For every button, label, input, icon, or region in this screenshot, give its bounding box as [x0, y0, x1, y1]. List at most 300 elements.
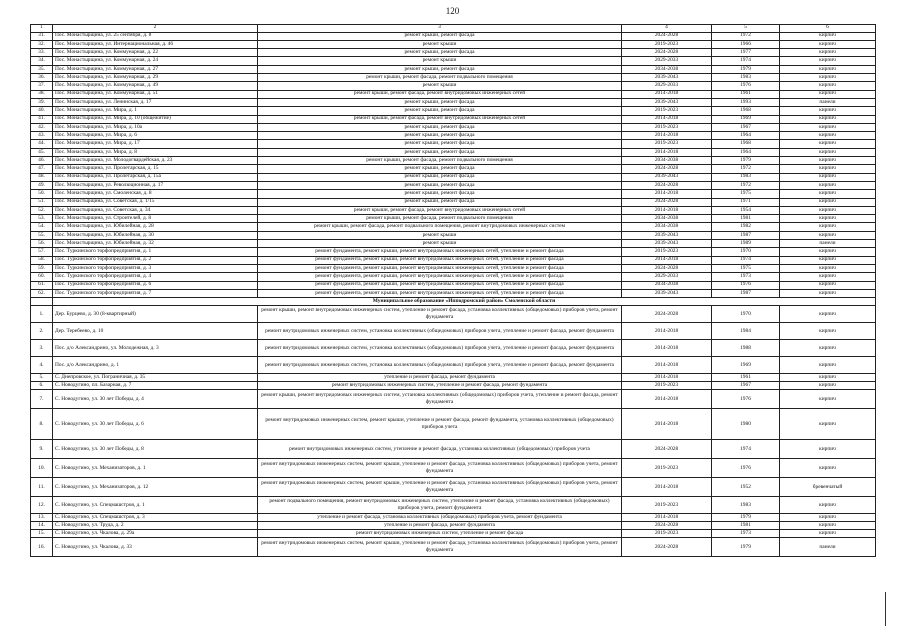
row-number: 4. — [31, 357, 53, 374]
works-cell: ремонт внутридомовых инженерных систем, ремонт крыши, утепление и ремонт фасада, установка коллективных (общедомовых) приборов учета, ремонт фундамента — [258, 459, 622, 478]
table-row — [31, 32, 876, 40]
works-cell: ремонт внутридомовых инженерных систем, установка коллективных (общедомовых) приборов учета, утепление и ремонт фасада, ремонт фундамента — [258, 323, 622, 340]
address-cell: Пос. Туркинского торфопредприятия, д. 6 — [53, 281, 258, 289]
table-row — [31, 256, 876, 264]
works-cell: ремонт крыши, ремонт фасада, ремонт внутридомовых инженерных сетей — [258, 206, 622, 214]
works-cell: ремонт фундамента, ремонт крыши, ремонт внутридомовых инженерных сетей, утепление и ремонт фасада — [258, 248, 622, 256]
scan-edge-mark — [885, 592, 886, 626]
table-body — [31, 25, 876, 557]
year-cell: 1987 — [712, 289, 780, 297]
row-number: 53. — [31, 215, 53, 223]
works-cell: ремонт внутридомовых инженерных систем, ремонт крыши, утепление и ремонт фасада, установка коллективных (общедомовых) приборов учета, ремонт фундамента — [258, 478, 622, 497]
works-cell: ремонт крыши, ремонт фасада, ремонт подвального помещения — [258, 215, 622, 223]
table-row — [31, 357, 876, 374]
address-cell: С. Новодугино, ул. Чкалова, д. 29а — [53, 530, 258, 538]
header-cell: 3 — [258, 25, 622, 33]
year-cell: 1970 — [712, 306, 780, 323]
table-row — [31, 115, 876, 123]
year-cell: 1975 — [712, 190, 780, 198]
address-cell: Пос. Монастырщина, ул. Советская, д. 34 — [53, 206, 258, 214]
year-cell: 1993 — [712, 98, 780, 106]
year-cell: 1968 — [712, 107, 780, 115]
material-cell: панели — [780, 538, 876, 557]
row-number: 37. — [31, 82, 53, 90]
year-cell: 1966 — [712, 40, 780, 48]
address-cell: С. Новодугино, ул. Чкалова, д. 33 — [53, 538, 258, 557]
year-cell: 1976 — [712, 281, 780, 289]
table-row — [31, 522, 876, 530]
period-cell: 2024-2028 — [622, 198, 712, 206]
material-cell: кирпич — [780, 90, 876, 98]
year-cell: 1952 — [712, 478, 780, 497]
period-cell: 2019-2023 — [622, 140, 712, 148]
address-cell: Пос. Монастырщина, ул. 25 сентября, д. 8 — [53, 32, 258, 40]
year-cell: 1983 — [712, 497, 780, 514]
row-number: 5. — [31, 374, 53, 382]
material-cell: кирпич — [780, 264, 876, 272]
row-number: 40. — [31, 107, 53, 115]
row-number: 60. — [31, 273, 53, 281]
table-row — [31, 190, 876, 198]
material-cell: кирпич — [780, 440, 876, 459]
works-cell: ремонт крыши, ремонт фасада, ремонт внутридомовых инженерных сетей — [258, 90, 622, 98]
period-cell: 2039-2043 — [622, 98, 712, 106]
address-cell: С. Новодугино, пл. Базарная, д. 7 — [53, 382, 258, 390]
year-cell: 1981 — [712, 215, 780, 223]
material-cell: кирпич — [780, 190, 876, 198]
material-cell: бревенчатый — [780, 478, 876, 497]
works-cell: ремонт крыши, ремонт фасада — [258, 190, 622, 198]
period-cell: 2019-2023 — [622, 382, 712, 390]
table-row — [31, 65, 876, 73]
address-cell: С. Новодугино, ул. 30 лет Победы, д. 4 — [53, 390, 258, 409]
year-cell: 1972 — [712, 181, 780, 189]
material-cell: панели — [780, 240, 876, 248]
year-cell: 1975 — [712, 264, 780, 272]
table-row — [31, 340, 876, 357]
year-cell: 1967 — [712, 123, 780, 131]
table-row — [31, 181, 876, 189]
table-row — [31, 57, 876, 65]
material-cell: кирпич — [780, 107, 876, 115]
period-cell: 2014-2018 — [622, 132, 712, 140]
table-row — [31, 530, 876, 538]
material-cell: кирпич — [780, 132, 876, 140]
works-cell: ремонт крыши, ремонт фасада, ремонт подвального помещения, ремонт внутридомовых инженерных систем — [258, 223, 622, 231]
year-cell: 1974 — [712, 440, 780, 459]
address-cell: Дер. Теребеево, д. 10 — [53, 323, 258, 340]
period-cell: 2024-2028 — [622, 165, 712, 173]
period-cell: 2014-2018 — [622, 190, 712, 198]
address-cell: Пос. Монастырщина, ул. Юбилейная, д. 30 — [53, 231, 258, 239]
period-cell: 2039-2043 — [622, 231, 712, 239]
header-cell: 2 — [53, 25, 258, 33]
period-cell: 2039-2043 — [622, 74, 712, 82]
works-cell: ремонт фундамента, ремонт крыши, ремонт внутридомовых инженерных сетей, утепление и ремонт фасада — [258, 273, 622, 281]
period-cell: 2034-2038 — [622, 65, 712, 73]
period-cell: 2019-2023 — [622, 40, 712, 48]
works-cell: ремонт крыши, ремонт внутридомовых инженерных систем, установка коллективных (общедомовых) приборов учета, утепление и ремонт фасада, ремонт фундамента — [258, 390, 622, 409]
period-cell: 2014-2018 — [622, 323, 712, 340]
year-cell: 1954 — [712, 206, 780, 214]
row-number: 8. — [31, 409, 53, 440]
year-cell: 1984 — [712, 323, 780, 340]
material-cell: кирпич — [780, 340, 876, 357]
address-cell: Пос. Туркинского торфопредприятия, д. 7 — [53, 289, 258, 297]
row-number: 61. — [31, 281, 53, 289]
material-cell: кирпич — [780, 390, 876, 409]
row-number: 57. — [31, 248, 53, 256]
row-number: 44. — [31, 140, 53, 148]
period-cell: 2014-2018 — [622, 256, 712, 264]
address-cell: С. Новодугино, ул. 30 лет Победы, д. 8 — [53, 440, 258, 459]
material-cell: кирпич — [780, 281, 876, 289]
material-cell: кирпич — [780, 65, 876, 73]
period-cell: 2019-2023 — [622, 497, 712, 514]
year-cell: 1973 — [712, 273, 780, 281]
year-cell: 1981 — [712, 522, 780, 530]
row-number: 48. — [31, 173, 53, 181]
address-cell: Пос. Монастырщина, ул. Коммунарная, д. 51 — [53, 90, 258, 98]
material-cell: кирпич — [780, 323, 876, 340]
table-row — [31, 49, 876, 57]
works-cell: ремонт крыши, ремонт фасада — [258, 123, 622, 131]
row-number: 13. — [31, 514, 53, 522]
works-cell: ремонт подвального помещения, ремонт внутридомовых инженерных систем, утепление и ремонт фасада, установка коллективных (общедомовых) приборов учета, ремонт фундамента — [258, 497, 622, 514]
period-cell: 2014-2018 — [622, 115, 712, 123]
period-cell: 2024-2028 — [622, 440, 712, 459]
year-cell: 1988 — [712, 340, 780, 357]
works-cell: ремонт крыши, ремонт фасада, ремонт подвального помещения — [258, 157, 622, 165]
works-cell: ремонт внутридомовых инженерных систем, утепление и ремонт фасада — [258, 530, 622, 538]
row-number: 42. — [31, 123, 53, 131]
works-cell: ремонт крыши, ремонт фасада — [258, 32, 622, 40]
header-cell: 6 — [780, 25, 876, 33]
table-row — [31, 248, 876, 256]
address-cell: Пос. Монастырщина, ул. Коммунарная, д. 49 — [53, 82, 258, 90]
period-cell: 2024-2028 — [622, 181, 712, 189]
period-cell: 2019-2023 — [622, 530, 712, 538]
works-cell: ремонт внутридомовых инженерных систем, установка коллективных (общедомовых) приборов учета, утепление и ремонт фасада, ремонт фундамента — [258, 340, 622, 357]
table-row — [31, 82, 876, 90]
works-cell: ремонт фундамента, ремонт крыши, ремонт внутридомовых инженерных сетей, утепление и ремонт фасада — [258, 256, 622, 264]
row-number: 3. — [31, 340, 53, 357]
works-cell: ремонт крыши, ремонт фасада — [258, 198, 622, 206]
table-row — [31, 40, 876, 48]
works-cell: ремонт крыши, ремонт фасада — [258, 132, 622, 140]
header-cell: 5 — [712, 25, 780, 33]
row-number: 11. — [31, 478, 53, 497]
year-cell: 1976 — [712, 390, 780, 409]
period-cell: 2024-2028 — [622, 32, 712, 40]
table-row — [31, 132, 876, 140]
address-cell: С. Новодугино, ул. Спецмашстроя, д. 1 — [53, 497, 258, 514]
year-cell: 1989 — [712, 240, 780, 248]
row-number: 51. — [31, 198, 53, 206]
material-cell: кирпич — [780, 256, 876, 264]
header-cell: 1 — [31, 25, 53, 33]
works-cell: ремонт крыши, ремонт фасада — [258, 65, 622, 73]
table-row — [31, 514, 876, 522]
material-cell: кирпич — [780, 181, 876, 189]
table-row — [31, 140, 876, 148]
material-cell: кирпич — [780, 148, 876, 156]
material-cell: кирпич — [780, 140, 876, 148]
table-row — [31, 123, 876, 131]
page-number: 120 — [445, 6, 460, 16]
table-row — [31, 478, 876, 497]
material-cell: кирпич — [780, 82, 876, 90]
address-cell: Пос. Туркинского торфопредприятия, д. 4 — [53, 273, 258, 281]
address-cell: Пос. Монастырщина, ул. Коммунарная, д. 27 — [53, 65, 258, 73]
address-cell: С. Новодугино, ул. Спецмашстроя, д. 3 — [53, 514, 258, 522]
address-cell: С. Новодугино, ул. Механизаторов, д. 12 — [53, 478, 258, 497]
year-cell: 1976 — [712, 82, 780, 90]
row-number: 2. — [31, 323, 53, 340]
row-number: 38. — [31, 90, 53, 98]
material-cell: кирпич — [780, 530, 876, 538]
year-cell: 1969 — [712, 115, 780, 123]
header-cell: 4 — [622, 25, 712, 33]
address-cell: Пос. Монастырщина, ул. Революционная, д. 17 — [53, 181, 258, 189]
address-cell: Пос. Туркинского торфопредприятия, д. 3 — [53, 264, 258, 272]
works-cell: ремонт крыши, ремонт фасада — [258, 148, 622, 156]
material-cell: кирпич — [780, 306, 876, 323]
year-cell: 1964 — [712, 132, 780, 140]
address-cell: Пос. Монастырщина, ул. Советская, д. 1/15 — [53, 198, 258, 206]
period-cell: 2014-2018 — [622, 374, 712, 382]
period-cell: 2034-2038 — [622, 157, 712, 165]
table-row — [31, 231, 876, 239]
table-row — [31, 323, 876, 340]
period-cell: 2019-2023 — [622, 459, 712, 478]
period-cell: 2019-2023 — [622, 248, 712, 256]
section-title: Муниципальное образование «Ипподромский район» Смоленской области — [53, 298, 876, 306]
year-cell: 1961 — [712, 90, 780, 98]
table-row — [31, 98, 876, 106]
row-number: 41. — [31, 115, 53, 123]
address-cell: Пос. Туркинского торфопредприятия, д. 2 — [53, 256, 258, 264]
table-row — [31, 90, 876, 98]
period-cell: 2024-2028 — [622, 306, 712, 323]
material-cell: кирпич — [780, 49, 876, 57]
row-number: 36. — [31, 74, 53, 82]
table-row — [31, 107, 876, 115]
row-number: 35. — [31, 65, 53, 73]
period-cell: 2019-2023 — [622, 123, 712, 131]
material-cell: кирпич — [780, 165, 876, 173]
address-cell: Пос. Монастырщина, ул. Мира, д. 10 (общежитие) — [53, 115, 258, 123]
year-cell: 1972 — [712, 165, 780, 173]
works-cell: ремонт внутридомовых инженерных систем, утепление и ремонт фасада, установка коллективных (общедомовых) приборов учета — [258, 440, 622, 459]
works-cell: ремонт внутридомовых инженерных систем, ремонт крыши, утепление и ремонт фасада, установка коллективных (общедомовых) приборов учета, ремонт фундамента — [258, 538, 622, 557]
year-cell: 1971 — [712, 198, 780, 206]
address-cell: Пос. Монастырщина, ул. Мира, д. 17 — [53, 140, 258, 148]
table-row — [31, 198, 876, 206]
year-cell: 1977 — [712, 49, 780, 57]
period-cell: 2014-2018 — [622, 514, 712, 522]
material-cell: кирпич — [780, 32, 876, 40]
row-number: 31. — [31, 32, 53, 40]
period-cell: 2039-2043 — [622, 240, 712, 248]
address-cell: С. Днепровское, ул. Пограничная, д. 35 — [53, 374, 258, 382]
works-cell: ремонт крыши, ремонт фасада, ремонт подвального помещения — [258, 74, 622, 82]
row-number: 32. — [31, 40, 53, 48]
works-cell: ремонт крыши — [258, 40, 622, 48]
row-number: 43. — [31, 132, 53, 140]
period-cell: 2024-2028 — [622, 538, 712, 557]
address-cell: С. Новодугино, ул. Труда, д. 2 — [53, 522, 258, 530]
works-cell: ремонт крыши, ремонт фасада — [258, 49, 622, 57]
period-cell: 2024-2028 — [622, 522, 712, 530]
address-cell: Пос. д/о Александрино, д. 1 — [53, 357, 258, 374]
row-number: 39. — [31, 98, 53, 106]
column-number-header — [31, 25, 876, 33]
address-cell: Пос. Монастырщина, ул. Мира, д. 8 — [53, 148, 258, 156]
period-cell: 2014-2018 — [622, 148, 712, 156]
row-number: 33. — [31, 49, 53, 57]
row-number: 46. — [31, 157, 53, 165]
works-cell: ремонт крыши — [258, 231, 622, 239]
year-cell: 1973 — [712, 530, 780, 538]
year-cell: 1980 — [712, 409, 780, 440]
table-row — [31, 281, 876, 289]
period-cell: 2014-2018 — [622, 340, 712, 357]
address-cell: Пос. Монастырщина, ул. Мира, д. 1 — [53, 107, 258, 115]
period-cell: 2034-2038 — [622, 215, 712, 223]
year-cell: 1970 — [712, 248, 780, 256]
table-row — [31, 240, 876, 248]
material-cell: кирпич — [780, 514, 876, 522]
period-cell: 2014-2018 — [622, 357, 712, 374]
year-cell: 1964 — [712, 148, 780, 156]
table-row — [31, 173, 876, 181]
material-cell: кирпич — [780, 157, 876, 165]
address-cell: Пос. Монастырщина, ул. Мира, д. 10а — [53, 123, 258, 131]
address-cell: Пос. Монастырщина, ул. Коммунарная, д. 22 — [53, 49, 258, 57]
table-row — [31, 264, 876, 272]
material-cell: кирпич — [780, 198, 876, 206]
works-cell: ремонт крыши — [258, 240, 622, 248]
table-row — [31, 206, 876, 214]
material-cell: кирпич — [780, 522, 876, 530]
year-cell: 1979 — [712, 538, 780, 557]
row-number: 58. — [31, 256, 53, 264]
works-cell: ремонт крыши, ремонт фасада — [258, 165, 622, 173]
material-cell: кирпич — [780, 357, 876, 374]
material-cell: кирпич — [780, 40, 876, 48]
works-cell: утепление и ремонт фасада, установка коллективных (общедомовых) приборов учета, ремонт фундамента — [258, 514, 622, 522]
row-number: 59. — [31, 264, 53, 272]
table-row — [31, 497, 876, 514]
period-cell: 2029-2033 — [622, 82, 712, 90]
material-cell: кирпич — [780, 115, 876, 123]
row-number: 16. — [31, 538, 53, 557]
table-row — [31, 409, 876, 440]
table-row — [31, 289, 876, 297]
period-cell: 2019-2023 — [622, 107, 712, 115]
year-cell: 1969 — [712, 357, 780, 374]
period-cell: 2034-2038 — [622, 223, 712, 231]
period-cell: 2024-2028 — [622, 49, 712, 57]
material-cell: кирпич — [780, 57, 876, 65]
material-cell: кирпич — [780, 409, 876, 440]
year-cell: 1968 — [712, 140, 780, 148]
row-number: 9. — [31, 440, 53, 459]
table-row — [31, 374, 876, 382]
address-cell: Пос. Монастырщина, ул. Пролетарская, д. 15а — [53, 173, 258, 181]
table-row — [31, 382, 876, 390]
row-number: 55. — [31, 231, 53, 239]
year-cell: 1983 — [712, 74, 780, 82]
row-number: 6. — [31, 382, 53, 390]
works-cell: ремонт крыши — [258, 82, 622, 90]
period-cell: 2014-2018 — [622, 90, 712, 98]
address-cell: Пос. Монастырщина, ул. Смоленская, д. 8 — [53, 190, 258, 198]
material-cell: кирпич — [780, 123, 876, 131]
material-cell: кирпич — [780, 173, 876, 181]
address-cell: Пос. Монастырщина, ул. Юбилейная, д. 32 — [53, 240, 258, 248]
table-row — [31, 215, 876, 223]
period-cell: 2014-2018 — [622, 409, 712, 440]
address-cell: Пос. Монастырщина, ул. Ленинская, д. 17 — [53, 98, 258, 106]
year-cell: 1979 — [712, 65, 780, 73]
period-cell: 2014-2018 — [622, 478, 712, 497]
period-cell: 2014-2018 — [622, 390, 712, 409]
material-cell: кирпич — [780, 459, 876, 478]
material-cell: кирпич — [780, 374, 876, 382]
works-cell: ремонт фундамента, ремонт крыши, ремонт внутридомовых инженерных сетей, утепление и ремонт фасада — [258, 281, 622, 289]
works-cell: ремонт фундамента, ремонт крыши, ремонт внутридомовых инженерных сетей, утепление и ремонт фасада — [258, 264, 622, 272]
year-cell: 1974 — [712, 256, 780, 264]
year-cell: 1961 — [712, 374, 780, 382]
works-cell: утепление и ремонт фасада, ремонт фундамента — [258, 522, 622, 530]
works-cell: ремонт крыши, ремонт фасада — [258, 98, 622, 106]
period-cell: 2039-2043 — [622, 289, 712, 297]
period-cell: 2014-2018 — [622, 206, 712, 214]
material-cell: кирпич — [780, 273, 876, 281]
row-number: 50. — [31, 190, 53, 198]
table-row — [31, 148, 876, 156]
row-number: 12. — [31, 497, 53, 514]
year-cell: 1987 — [712, 231, 780, 239]
year-cell: 1983 — [712, 173, 780, 181]
material-cell: кирпич — [780, 215, 876, 223]
address-cell: С. Новодугино, ул. Механизаторов, д. 1 — [53, 459, 258, 478]
period-cell: 2034-2038 — [622, 281, 712, 289]
table-row — [31, 223, 876, 231]
material-cell: кирпич — [780, 206, 876, 214]
works-cell: утепление и ремонт фасада, ремонт фундамента — [258, 374, 622, 382]
year-cell: 1974 — [712, 57, 780, 65]
address-cell: Пос. Монастырщина, ул. Интернациональная, д. 46 — [53, 40, 258, 48]
row-number: 14. — [31, 522, 53, 530]
works-cell: ремонт крыши, ремонт внутридомовых инженерных систем, утепление и ремонт фасада, установка коллективных (общедомовых) приборов учета, ремонт фундамента — [258, 306, 622, 323]
works-cell: ремонт внутридомовых инженерных систем, установка коллективных (общедомовых) приборов учета, утепление и ремонт фасада, ремонт фундамента — [258, 357, 622, 374]
row-number: 34. — [31, 57, 53, 65]
period-cell: 2029-2033 — [622, 57, 712, 65]
address-cell: Пос. Монастырщина, ул. Молодогвардейская, д. 23 — [53, 157, 258, 165]
capital-repair-table — [30, 24, 876, 557]
address-cell: Пос. Монастырщина, ул. Коммунарная, д. 29 — [53, 74, 258, 82]
address-cell: Пос. Монастырщина, ул. Строителей, д. 8 — [53, 215, 258, 223]
address-cell: Пос. Туркинского торфопредприятия, д. 1 — [53, 248, 258, 256]
row-number: 7. — [31, 390, 53, 409]
row-number: 49. — [31, 181, 53, 189]
address-cell: Дер. Бурцево, д. 30 (8-квартирный) — [53, 306, 258, 323]
material-cell: кирпич — [780, 382, 876, 390]
works-cell: ремонт фундамента, ремонт крыши, ремонт внутридомовых инженерных сетей, утепление и ремонт фасада — [258, 289, 622, 297]
